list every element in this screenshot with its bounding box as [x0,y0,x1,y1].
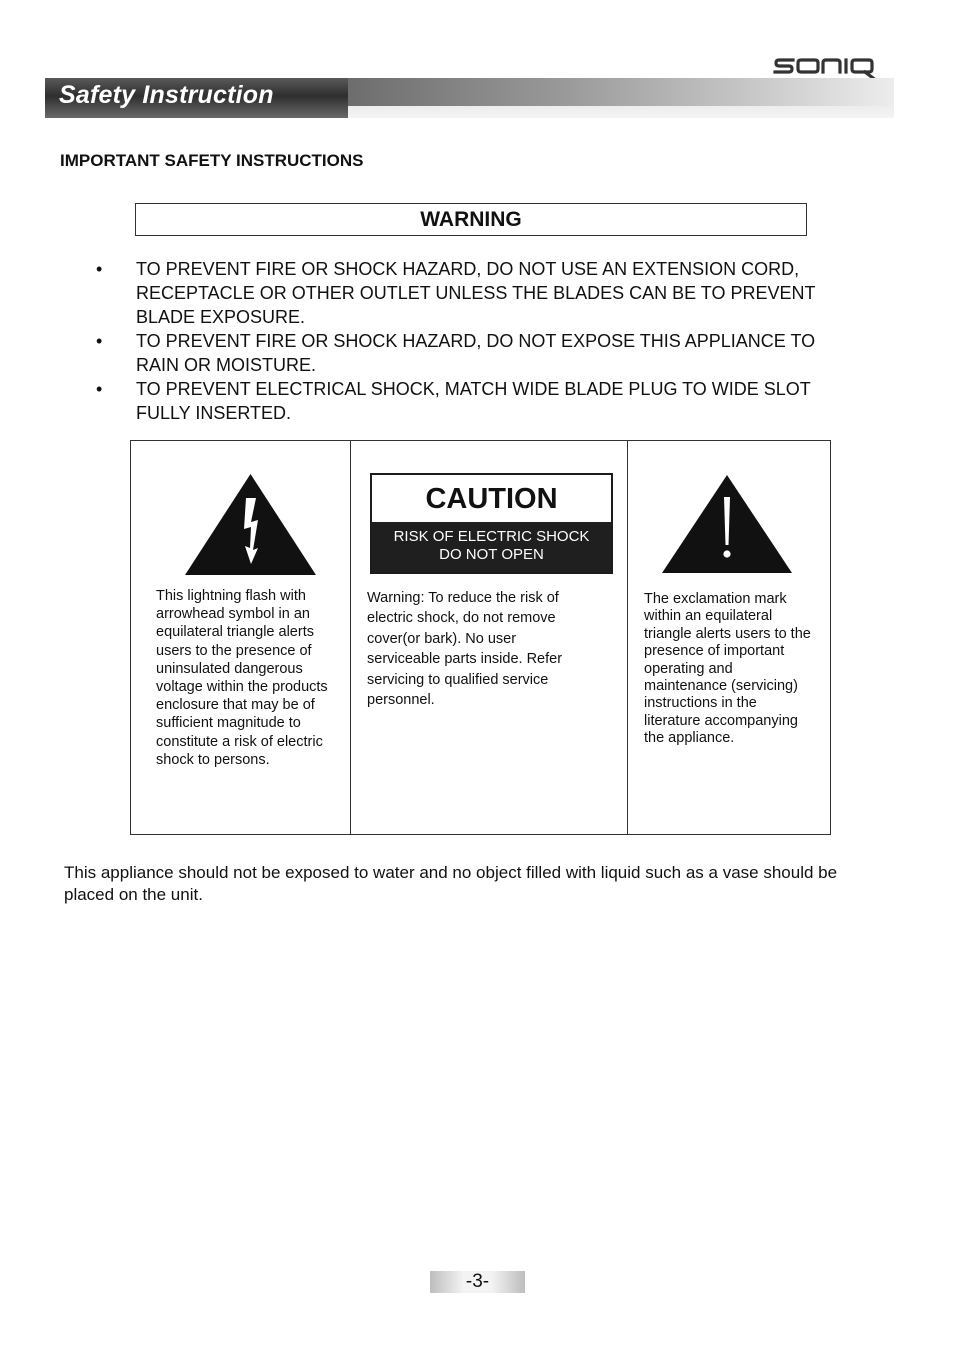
bullet-text: TO PREVENT ELECTRICAL SHOCK, MATCH WIDE BLADE PLUG TO WIDE SLOT FULLY INSERTED. [136,379,811,423]
caution-band-line: RISK OF ELECTRIC SHOCK [393,528,590,545]
column-divider [350,441,351,834]
exclamation-description: The exclamation mark within an equilateral triangle alerts users to the presence of important operating and maintenance (servicing) instructions in the literature accompanying the appliance. [644,591,811,747]
caution-band [372,522,611,572]
warning-label: WARNING [420,208,522,231]
list-item [96,329,856,377]
caution-table [130,440,831,835]
exclamation-triangle-icon [662,475,792,573]
header-gradient-strip [348,78,894,106]
footer-note: This appliance should not be exposed to water and no object filled with liquid such as a vase should be placed on the unit. [64,863,838,904]
page-title: Safety Instruction [59,81,274,109]
caution-sign [370,473,613,574]
section-heading: IMPORTANT SAFETY INSTRUCTIONS [60,151,364,170]
column-divider [627,441,628,834]
caution-description: Warning: To reduce the risk of electric shock, do not remove cover(or bark). No user serviceable parts inside. Refer servicing to qualified service personnel. [367,590,563,709]
bullet-text: TO PREVENT FIRE OR SHOCK HAZARD, DO NOT USE AN EXTENSION CORD, RECEPTACLE OR OTHER OUTLET UNLESS THE BLADES CAN BE TO PREVENT BLADE EXPOSURE. [136,259,816,327]
lightning-triangle-icon [185,474,316,575]
bullet-marker: • [96,331,103,351]
lightning-description: This lightning flash with arrowhead symbol in an equilateral triangle alerts users to the presence of uninsulated dangerous voltage within the products enclosure that may be of sufficient magnitude to constitute a risk of electric shock to persons. [156,588,328,768]
bullet-marker: • [96,379,103,399]
caution-band-line: DO NOT OPEN [439,546,544,563]
soniq-logo [773,52,877,80]
caution-title: CAUTION [425,483,558,515]
warning-box [135,203,807,236]
page-number: -3- [430,1271,525,1293]
list-item [96,257,856,329]
bullet-marker: • [96,259,103,279]
bullet-text: TO PREVENT FIRE OR SHOCK HAZARD, DO NOT EXPOSE THIS APPLIANCE TO RAIN OR MOISTURE. [136,331,816,375]
list-item [96,377,856,425]
warning-bullet-list [96,257,856,425]
